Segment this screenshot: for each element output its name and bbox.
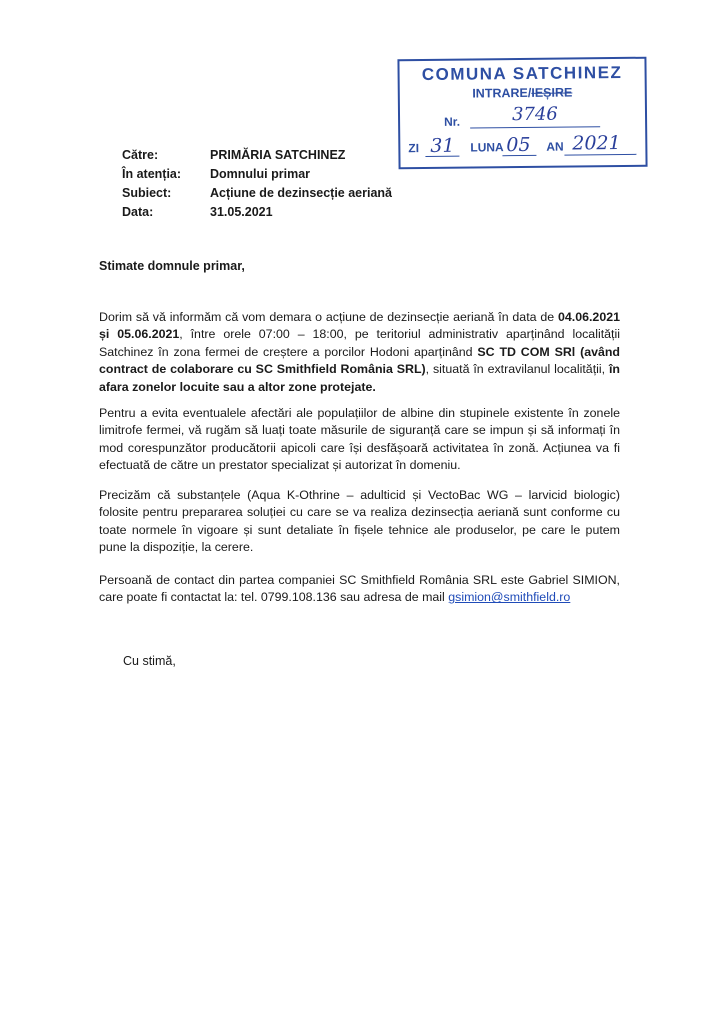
paragraph-bees-warning: Pentru a evita eventualele afectări ale populațiilor de albine din stupinele existente în zonele limitrofe fermei, vă rugăm să luați toate măsurile de siguranță care se impun și să informați în mod corespunzător producătorii apicoli care își desfășoară activitatea în zonă. Acțiunea va fi efectuată de către un prestator specializat și autorizat în domeniu. — [99, 406, 620, 473]
header-row-subject — [122, 186, 422, 205]
stamp-luna-label: LUNA — [470, 140, 504, 155]
letter-header — [122, 148, 422, 224]
p1-text-2: , între orele 07:00 – 18:00, pe teritoriul administrativ aparținând localității Satchinez în zona fermei de creștere a porcilor Hodoni aparținând — [99, 327, 620, 359]
subject-value: Acțiune de dezinsecție aeriană — [210, 186, 393, 200]
paragraph-announcement — [99, 309, 620, 396]
stamp-nr-line — [470, 126, 600, 128]
stamp-title: COMUNA SATCHINEZ — [421, 62, 623, 85]
contact-text: Persoană de contact din partea companiei SC Smithfield România SRL este Gabriel SIMION, care poate fi contactat la: tel. 0799.108.136 sau adresa de mail — [99, 573, 620, 605]
to-label: Către: — [122, 148, 159, 162]
p1-text-1: Dorim să vă informăm că vom demara o acțiune de dezinsecție aeriană în data de — [99, 310, 558, 324]
stamp-nr-value: 3746 — [511, 103, 558, 126]
stamp-zi-label: ZI — [408, 141, 420, 156]
header-row-date — [122, 205, 422, 224]
attention-value: Domnului primar — [210, 167, 311, 181]
paragraph-substances: Precizăm că substanțele (Aqua K-Othrine – adulticid și VectoBac WG – larvicid biologic) folosite pentru prepararea soluției cu care se va realiza dezinsecția aeriană sunt conforme cu toate normele în vigoare și sunt detaliate în fișele tehnice ale produselor, pe care le putem pune la dispoziție, la cerere. — [99, 488, 620, 555]
greeting: Stimate domnule primar, — [99, 259, 245, 273]
closing: Cu stimă, — [123, 654, 176, 668]
paragraph-contact — [99, 572, 620, 607]
p1-company: SC TD COM SRl (având contract de colaborare cu SC Smithfield România SRL) — [99, 344, 621, 377]
stamp-an-label: AN — [546, 139, 564, 154]
stamp-nr-label: Nr. — [444, 114, 461, 129]
p1-location-note: în afara zonelor locuite sau a altor zone protejate. — [99, 362, 620, 394]
stamp-an-value: 2021 — [572, 131, 621, 155]
stamp-zi-value: 31 — [430, 134, 455, 157]
p1-dates: 04.06.2021 și 05.06.2021 — [99, 310, 620, 342]
email-link[interactable]: gsimion@smithfield.ro — [448, 590, 571, 605]
date-label: Data: — [122, 205, 154, 219]
p1-text-3: , situată în extravilanul localității, — [425, 362, 609, 377]
attention-label: În atenția: — [122, 167, 182, 181]
stamp-luna-value: 05 — [506, 133, 531, 157]
stamp-subtitle — [400, 85, 645, 102]
registration-stamp — [397, 57, 647, 170]
stamp-subtitle-intrare: INTRARE/ — [472, 85, 532, 101]
date-value: 31.05.2021 — [210, 205, 273, 219]
to-value: PRIMĂRIA SATCHINEZ — [210, 148, 346, 162]
stamp-subtitle-iesire: IEȘIRE — [531, 85, 573, 100]
header-row-attention — [122, 167, 422, 186]
subject-label: Subiect: — [122, 186, 172, 200]
header-row-to — [122, 148, 422, 167]
